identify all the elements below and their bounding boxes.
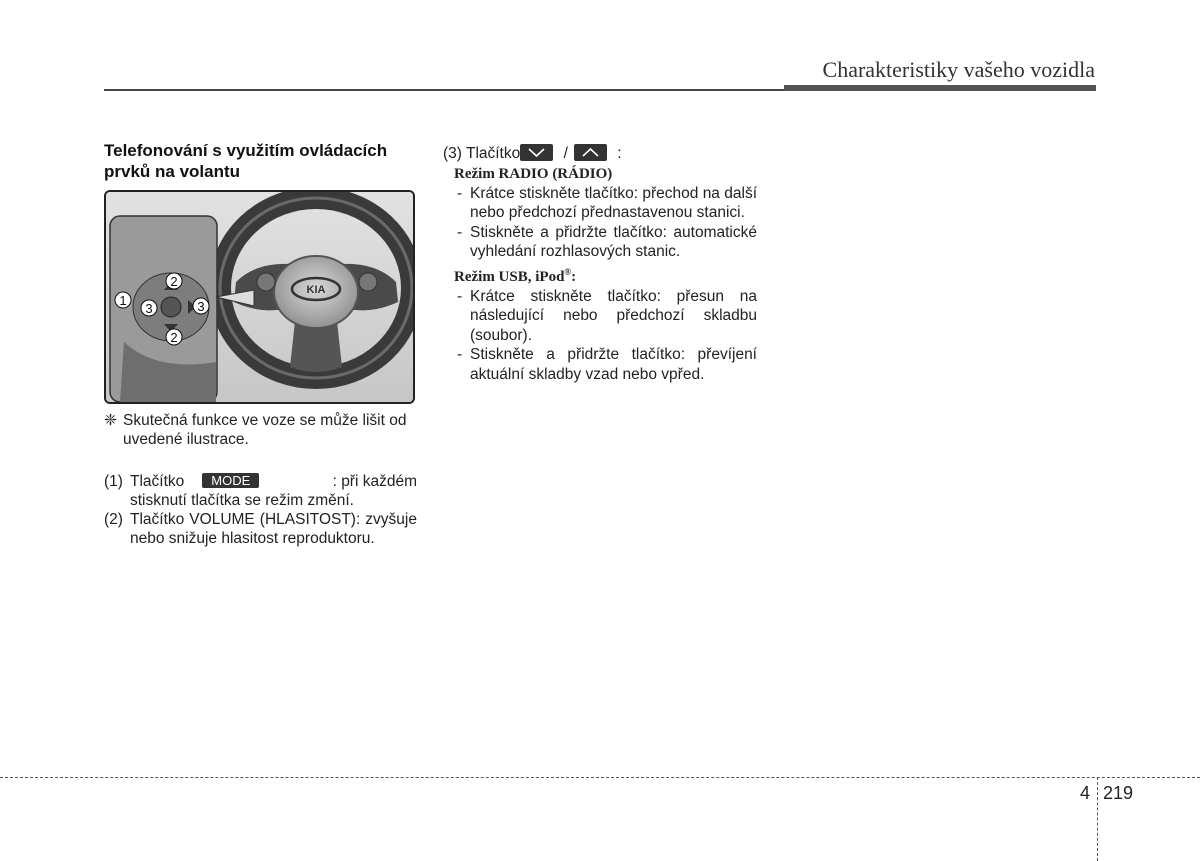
bullet-dash: - xyxy=(457,346,463,363)
item-after: : při každém xyxy=(332,473,417,490)
item-text: Tlačítko VOLUME (HLASITOST): zvyšuje nebo snižuje hlasitost reproduktoru. xyxy=(130,511,417,547)
item3-lead: (3) Tlačítko xyxy=(443,145,521,162)
usb-bullet-2: Stiskněte a přidržte tlačítko: převíjení aktuální skladby vzad nebo vpřed. xyxy=(470,346,757,383)
radio-mode-heading: Režim RADIO (RÁDIO) xyxy=(454,165,613,182)
section-title: Telefonování s využitím ovládacích prvků na volantu xyxy=(104,141,388,181)
mode-button-badge: MODE xyxy=(202,473,259,488)
item3-separator: / xyxy=(563,145,568,162)
item-number: (2) xyxy=(104,511,123,528)
header-rule-thick xyxy=(784,85,1096,91)
usb-mode-heading xyxy=(454,262,757,287)
seek-section xyxy=(443,144,757,384)
list-item xyxy=(457,287,757,346)
note-text: Skutečná funkce ve voze se může lišit od uvedené ilustrace. xyxy=(123,412,407,448)
header-title: Charakteristiky vašeho vozidla xyxy=(822,57,1095,82)
illustration-note xyxy=(104,411,417,449)
item-rest: stisknutí tlačítka se režim změní. xyxy=(130,492,354,509)
callout-2-top: 2 xyxy=(170,274,178,289)
kia-logo-text: KIA xyxy=(306,284,326,296)
list-item xyxy=(457,345,757,384)
footer-divider xyxy=(1097,777,1098,861)
seek-button-line xyxy=(443,144,757,164)
steering-wheel-figure xyxy=(104,190,415,404)
bullet-dash: - xyxy=(457,184,463,202)
usb-heading-main: Režim USB, iPod xyxy=(454,268,565,285)
radio-bullet-2: Stiskněte a přidržte tlačítko: automatické vyhledání rozhlasových stanic. xyxy=(470,223,757,260)
steering-wheel-illustration xyxy=(106,192,415,404)
up-button-icon xyxy=(574,144,607,161)
bullet-dash: - xyxy=(457,287,463,305)
header-rule-thin xyxy=(104,89,784,91)
page-chapter: 4 xyxy=(1080,783,1091,803)
list-item-volume xyxy=(104,510,417,548)
item3-colon: : xyxy=(617,145,622,162)
callout-3-left: 3 xyxy=(145,301,153,316)
note-symbol: ❈ xyxy=(104,412,117,429)
item-lead: Tlačítko xyxy=(130,473,185,490)
page-number: 219 xyxy=(1103,783,1134,803)
bullet-dash: - xyxy=(457,223,463,241)
usb-bullet-1: Krátce stiskněte tlačítko: přesun na následující nebo předchozí skladbu (soubor). xyxy=(470,287,757,344)
callout-2-bottom: 2 xyxy=(170,330,178,345)
list-item xyxy=(457,223,757,262)
controls-list xyxy=(104,472,417,548)
footer-rule xyxy=(0,777,1200,778)
callout-3-right: 3 xyxy=(197,299,205,314)
callout-1: 1 xyxy=(119,293,127,308)
radio-bullet-1: Krátce stiskněte tlačítko: přechod na další nebo předchozí přednastavenou stanici. xyxy=(470,184,757,221)
list-item-mode xyxy=(104,472,417,510)
registered-mark: ® xyxy=(564,266,572,277)
down-button-icon xyxy=(520,144,553,161)
usb-heading-colon: : xyxy=(571,268,577,285)
item-number: (1) xyxy=(104,473,123,490)
list-item xyxy=(457,184,757,223)
